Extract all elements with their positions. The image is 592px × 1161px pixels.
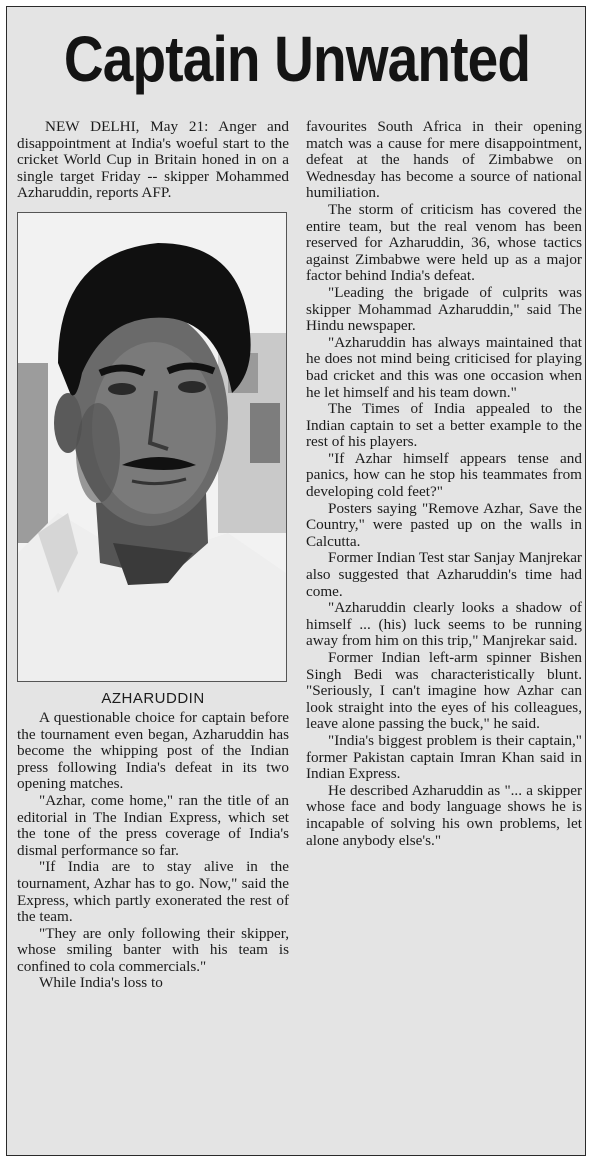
article-paragraph: He described Azharuddin as "... a skipper whose face and body language shows he is incapable of solving his own problems, let alone anybody else's." (306, 781, 582, 849)
article-paragraph: "India's biggest problem is their captain," former Pakistan captain Imran Khan said in Indian Express. (306, 731, 582, 783)
portrait-image (18, 213, 286, 681)
article-paragraph: favourites South Africa in their opening match was a cause for mere disappointment, defeat at the hands of Zimbabwe on Wednesday has become a source of national humiliation. (306, 118, 582, 202)
article-paragraph: Former Indian left-arm spinner Bishen Singh Bedi was characteristically blunt. "Seriously, I can't imagine how Azhar can look straight into the eyes of his colleagues, leave alone passing the buck," he said. (306, 649, 582, 733)
article-paragraph: "If India are to stay alive in the tournament, Azhar has to go. Now," said the Express, which partly exonerated the rest of the team. (17, 858, 289, 926)
photo-caption: AZHARUDDIN (101, 689, 205, 707)
article-column-right (306, 119, 582, 849)
article-paragraph: NEW DELHI, May 21: Anger and disappointment at India's woeful start to the cricket World Cup in Britain honed in on a single target Friday -- skipper Mohammed Azharuddin, reports AFP. (17, 118, 289, 202)
article-paragraph: A questionable choice for captain before the tournament even began, Azharuddin has become the whipping post of the Indian press following India's defeat in its two opening matches. (17, 708, 289, 793)
article-paragraph: Posters saying "Remove Azhar, Save the Country," were pasted up on the walls in Calcutta. (306, 499, 582, 550)
azharuddin-photo (17, 212, 287, 682)
article-paragraph: "Leading the brigade of culprits was skipper Mohammad Azharuddin," said The Hindu newspaper. (306, 283, 582, 335)
article-paragraph: "Azhar, come home," ran the title of an editorial in The Indian Express, which set the tone of the press coverage of India's dismal performance so far. (17, 791, 289, 859)
article-paragraph: "They are only following their skipper, whose smiling banter with his team is confined to cola commercials." (17, 924, 289, 975)
article-paragraph: "Azharuddin has always maintained that he does not mind being criticised for playing bad cricket and this was one occasion when he let himself and his team down." (306, 333, 582, 401)
article-paragraph: Former Indian Test star Sanjay Manjrekar also suggested that Azharuddin's time had come. (306, 549, 582, 600)
article-column-left (17, 119, 289, 992)
article-paragraph: "Azharuddin clearly looks a shadow of himself ... (his) luck seems to be running away from him on this trip," Manjrekar said. (306, 599, 582, 650)
article-paragraph: The Times of India appealed to the Indian captain to set a better example to the rest of his players. (306, 400, 582, 451)
article-paragraph: "If Azhar himself appears tense and panics, how can he stop his teammates from developing cold feet?" (306, 449, 582, 501)
headline: Captain Unwanted (63, 23, 531, 95)
article-paragraph: The storm of criticism has covered the entire team, but the real venom has been reserved for Azharuddin, 36, whose tactics against Zimbabwe were held up as a major factor behind India's defeat. (306, 200, 582, 285)
newspaper-clipping (6, 6, 586, 1156)
article-paragraph: While India's loss to (39, 974, 163, 992)
